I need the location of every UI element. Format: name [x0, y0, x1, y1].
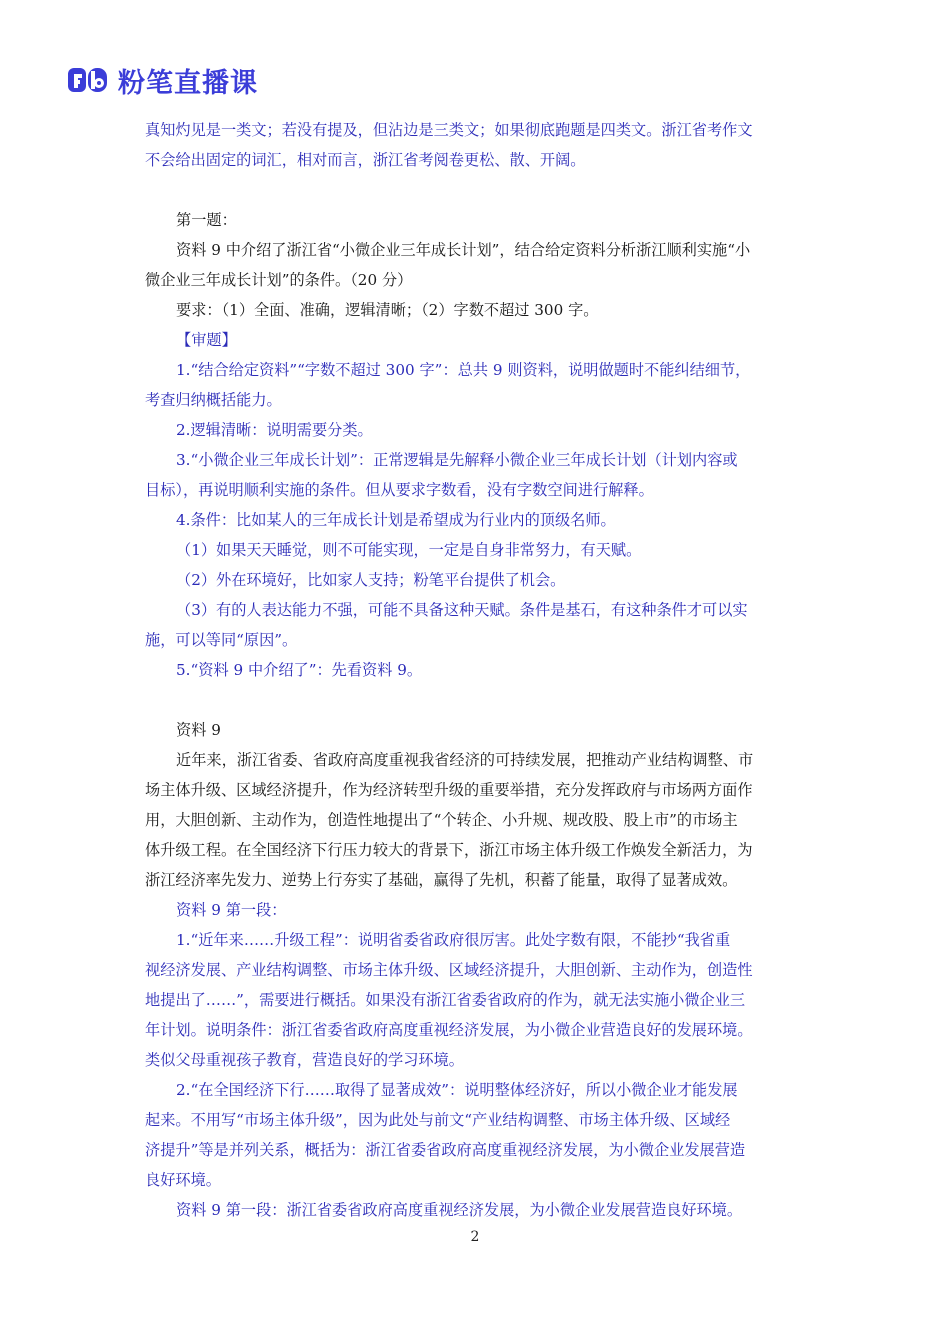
analysis-section: [145, 355, 810, 685]
notes-section: [145, 925, 810, 1225]
text-line: 3.“小微企业三年成长计划”：正常逻辑是先解释小微企业三年成长计划（计划内容或: [176, 451, 738, 469]
text-line: （2）外在环境好，比如家人支持；粉笔平台提供了机会。: [176, 571, 566, 589]
material-paragraph-line: 场主体升级、区域经济提升，作为经济转型升级的重要举措，充分发挥政府与市场两方面作: [145, 781, 753, 799]
intro-line: 不会给出固定的词汇，相对而言，浙江省考阅卷更松、散、开阔。: [145, 151, 586, 169]
text-line: 施，可以等同“原因”。: [145, 631, 298, 649]
document-body: [145, 115, 810, 1225]
material-paragraph-line: 体升级工程。在全国经济下行压力较大的背景下，浙江市场主体升级工作焕发全新活力，为: [145, 841, 753, 859]
question-requirement: 要求：（1）全面、准确，逻辑清晰；（2）字数不超过 300 字。: [176, 301, 599, 319]
brand-logo: [68, 62, 258, 98]
text-line: （1）如果天天睡觉，则不可能实现，一定是自身非常努力，有天赋。: [176, 541, 642, 559]
notes-heading: 资料 9 第一段：: [176, 901, 287, 919]
text-line: 4.条件：比如某人的三年成长计划是希望成为行业内的顶级名师。: [176, 511, 616, 529]
text-line: 1.“近年来……升级工程”：说明省委省政府很厉害。此处字数有限，不能抄“我省重: [176, 931, 731, 949]
text-line: 1.“结合给定资料”“字数不超过 300 字”：总共 9 则资料，说明做题时不能纠结细节，: [176, 361, 751, 379]
text-line: 2.逻辑清晰：说明需要分类。: [176, 421, 373, 439]
text-line: 良好环境。: [145, 1171, 221, 1189]
spacer: [145, 685, 810, 715]
page-number: 2: [470, 1229, 480, 1245]
text-line: 济提升”等是并列关系，概括为：浙江省委省政府高度重视经济发展，为小微企业发展营造: [145, 1141, 746, 1159]
text-line: 资料 9 第一段：浙江省委省政府高度重视经济发展，为小微企业发展营造良好环境。: [176, 1201, 743, 1219]
question-heading: 第一题：: [176, 211, 237, 229]
material-title: 资料 9: [176, 721, 221, 739]
text-line: 视经济发展、产业结构调整、市场主体升级、区域经济提升，大胆创新、主动作为，创造性: [145, 961, 753, 979]
text-line: （3）有的人表达能力不强，可能不具备这种天赋。条件是基石，有这种条件才可以实: [176, 601, 748, 619]
material-paragraph-line: 近年来，浙江省委、省政府高度重视我省经济的可持续发展，把推动产业结构调整、市: [176, 751, 754, 769]
analysis-title: 【审题】: [176, 331, 237, 349]
text-line: 地提出了……”，需要进行概括。如果没有浙江省委省政府的作为，就无法实施小微企业三: [145, 991, 746, 1009]
question-text: 资料 9 中介绍了浙江省“小微企业三年成长计划”，结合给定资料分析浙江顺利实施“小: [176, 241, 751, 259]
text-line: 起来。不用写“市场主体升级”，因为此处与前文“产业结构调整、市场主体升级、区域经: [145, 1111, 731, 1129]
text-line: 2.“在全国经济下行……取得了显著成效”：说明整体经济好，所以小微企业才能发展: [176, 1081, 738, 1099]
spacer: [145, 175, 810, 205]
text-line: 5.“资料 9 中介绍了”：先看资料 9。: [176, 661, 423, 679]
question-text: 微企业三年成长计划”的条件。（20 分）: [145, 271, 413, 289]
intro-line: 真知灼见是一类文；若没有提及，但沾边是三类文；如果彻底跑题是四类文。浙江省考作文: [145, 121, 753, 139]
fenbi-logo-icon: [68, 66, 108, 94]
material-paragraph-line: 用，大胆创新、主动作为，创造性地提出了“个转企、小升规、规改股、股上市”的市场主: [145, 811, 738, 829]
logo-text: 粉笔直播课: [118, 67, 258, 99]
text-line: 年计划。说明条件：浙江省委省政府高度重视经济发展，为小微企业营造良好的发展环境。: [145, 1021, 753, 1039]
text-line: 考查归纳概括能力。: [145, 391, 282, 409]
text-line: 目标），再说明顺利实施的条件。但从要求字数看，没有字数空间进行解释。: [145, 481, 654, 499]
material-paragraph-line: 浙江经济率先发力、逆势上行夯实了基础，赢得了先机，积蓄了能量，取得了显著成效。: [145, 871, 738, 889]
text-line: 类似父母重视孩子教育，营造良好的学习环境。: [145, 1051, 464, 1069]
